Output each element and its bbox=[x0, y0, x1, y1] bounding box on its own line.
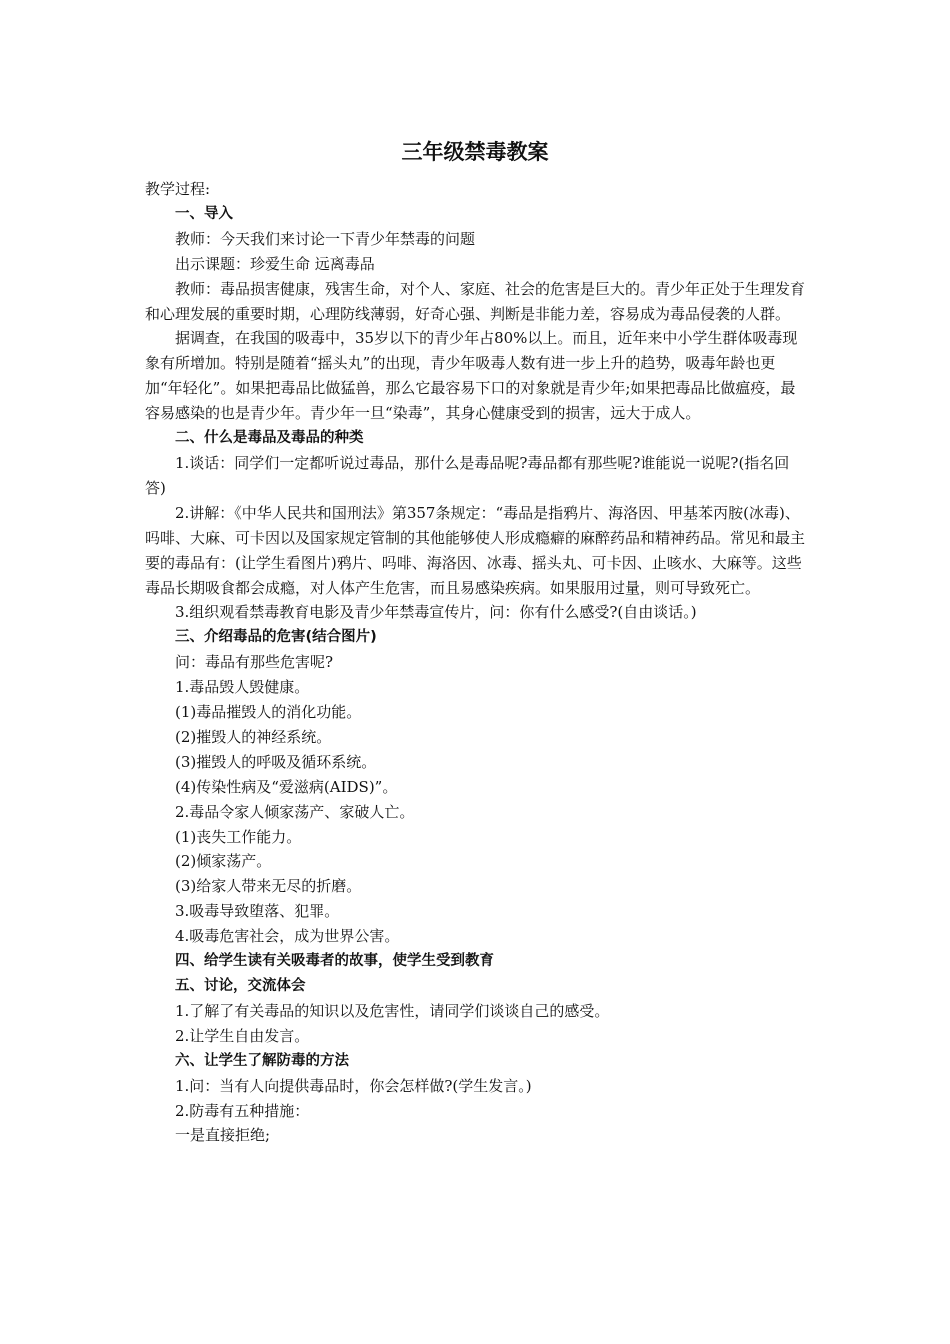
list-item: (1)丧失工作能力。 bbox=[175, 827, 302, 846]
list-item: 2.让学生自由发言。 bbox=[175, 1026, 310, 1045]
section-heading-stories: 四、给学生读有关吸毒者的故事，使学生受到教育 bbox=[175, 953, 494, 970]
list-item: 4.吸毒危害社会，成为世界公害。 bbox=[175, 927, 400, 946]
list-item: (4)传染性病及“爱滋病(AIDS)”。 bbox=[175, 777, 398, 796]
list-item: (2)倾家荡产。 bbox=[175, 852, 272, 871]
section-heading-harms: 三、介绍毒品的危害(结合图片) bbox=[175, 629, 377, 646]
list-item: 1.毒品毁人毁健康。 bbox=[175, 678, 310, 697]
list-item: 1.问：当有人向提供毒品时，你会怎样做?(学生发言。) bbox=[175, 1076, 532, 1095]
paragraph: 2.讲解：《中华人民共和国刑法》第357条规定：“毒品是指鸦片、海洛因、甲基苯丙胺(冰毒)、吗啡、大麻、可卡因以及国家规定管制的其他能够使人形成瘾癖的麻醉药品和精神药品。常见和最主要的毒品有：(让学生看图片)鸦片、吗啡、海洛因、冰毒、摇头丸、可卡因、止咳水、大麻等。这些毒品长期吸食都会成瘾，对人体产生危害，而且易感染疾病。如果服用过量，则可导致死亡。 bbox=[145, 503, 806, 597]
list-item: 3.吸毒导致堕落、犯罪。 bbox=[175, 902, 340, 921]
section-heading-discussion: 五、讨论，交流体会 bbox=[175, 978, 306, 994]
list-item: (3)摧毁人的呼吸及循环系统。 bbox=[175, 752, 377, 771]
list-item: 一是直接拒绝; bbox=[175, 1126, 271, 1145]
list-item: 问：毒品有那些危害呢? bbox=[175, 653, 334, 672]
list-item: (2)摧毁人的神经系统。 bbox=[175, 727, 332, 746]
document-body bbox=[145, 177, 807, 1148]
list-item: 2.毒品令家人倾家荡产、家破人亡。 bbox=[175, 802, 415, 821]
list-item: (3)给家人带来无尽的折磨。 bbox=[175, 877, 362, 896]
paragraph: 教师：今天我们来讨论一下青少年禁毒的问题 bbox=[175, 229, 476, 248]
paragraph: 据调查，在我国的吸毒中，35岁以下的青少年占80%以上。而且，近年来中小学生群体吸毒现象有所增加。特别是随着“摇头丸”的出现，青少年吸毒人数有进一步上升的趋势，吸毒年龄也更加“年轻化”。如果把毒品比做猛兽，那么它最容易下口的对象就是青少年;如果把毒品比做瘟疫，最容易感染的也是青少年。青少年一旦“染毒”，其身心健康受到的损害，远大于成人。 bbox=[145, 329, 798, 423]
page-title: 三年级禁毒教案 bbox=[401, 140, 549, 164]
list-item: (1)毒品摧毁人的消化功能。 bbox=[175, 703, 362, 722]
process-label: 教学过程: bbox=[145, 180, 211, 198]
paragraph: 出示课题：珍爱生命 远离毒品 bbox=[175, 254, 375, 273]
list-item: 1.了解了有关毒品的知识以及危害性，请同学们谈谈自己的感受。 bbox=[175, 1001, 610, 1020]
paragraph: 1.谈话：同学们一定都听说过毒品，那什么是毒品呢?毒品都有那些呢?谁能说一说呢?(指名回答) bbox=[145, 453, 790, 497]
list-item: 2.防毒有五种措施： bbox=[175, 1101, 310, 1120]
section-heading-prevention: 六、让学生了解防毒的方法 bbox=[175, 1052, 349, 1069]
paragraph: 教师：毒品损害健康，残害生命，对个人、家庭、社会的危害是巨大的。青少年正处于生理发育和心理发展的重要时期，心理防线薄弱，好奇心强、判断是非能力差，容易成为毒品侵袭的人群。 bbox=[145, 279, 806, 323]
paragraph: 3.组织观看禁毒教育电影及青少年禁毒宣传片，问：你有什么感受?(自由谈话。) bbox=[175, 603, 697, 622]
section-heading-intro: 一、导入 bbox=[175, 205, 233, 222]
section-heading-drug-types: 二、什么是毒品及毒品的种类 bbox=[175, 430, 364, 447]
